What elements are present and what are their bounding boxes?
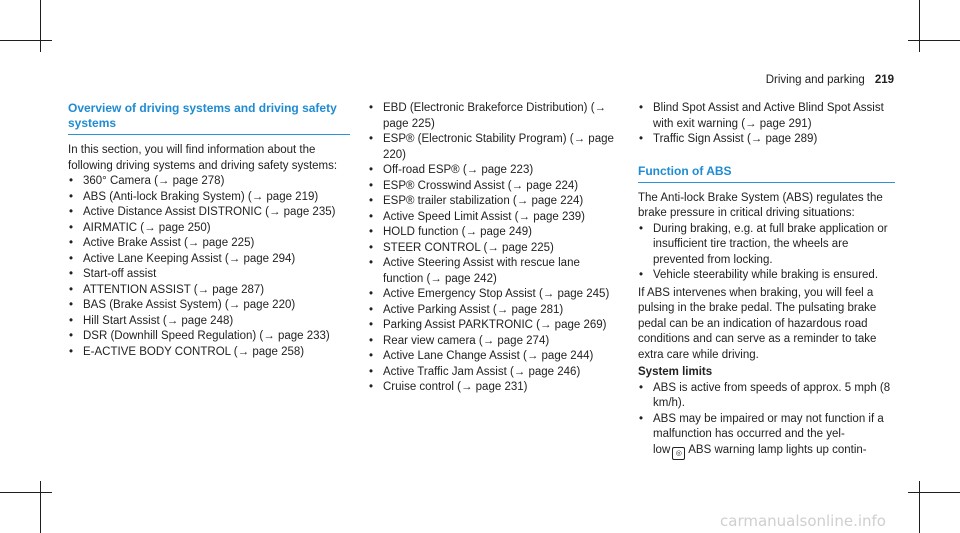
crop-mark xyxy=(0,40,52,41)
page-header xyxy=(766,74,894,86)
column-2 xyxy=(368,101,620,396)
list-item: • ESP® trailer stabilization (→ page 224) xyxy=(368,194,620,210)
driving-systems-list xyxy=(68,174,350,360)
crop-mark xyxy=(40,481,41,533)
abs-intervention-text: If ABS intervenes when braking, you will feel a pulsing in the brake pedal. The pulsating brake pedal can be an indication of hazardous road conditions and can serve as a reminder to take extra care while driving. xyxy=(638,286,877,361)
list-item: • Traffic Sign Assist (→ page 289) xyxy=(638,132,895,148)
list-item: • ATTENTION ASSIST (→ page 287) xyxy=(68,283,350,299)
list-item: • AIRMATIC (→ page 250) xyxy=(68,221,350,237)
list-item: • EBD (Electronic Brakeforce Distribution) (→ page 225) xyxy=(368,101,620,132)
list-item xyxy=(638,412,895,460)
list-item: • Blind Spot Assist and Active Blind Spot Assist with exit warning (→ page 291) xyxy=(638,101,895,132)
list-item: • Active Brake Assist (→ page 225) xyxy=(68,236,350,252)
list-item: • Hill Start Assist (→ page 248) xyxy=(68,314,350,330)
section-title: Driving and parking xyxy=(765,74,865,86)
crop-mark xyxy=(908,492,960,493)
list-item: • E-ACTIVE BODY CONTROL (→ page 258) xyxy=(68,345,350,361)
driving-systems-list-cont xyxy=(368,101,620,396)
list-item: • Active Parking Assist (→ page 281) xyxy=(368,303,620,319)
abs-warning-icon: ◎ xyxy=(672,447,685,460)
crop-mark xyxy=(40,0,41,52)
abs-function-list xyxy=(638,222,895,284)
list-item: • Off-road ESP® (→ page 223) xyxy=(368,163,620,179)
list-item: • Parking Assist PARKTRONIC (→ page 269) xyxy=(368,318,620,334)
list-item: • Active Traffic Jam Assist (→ page 246) xyxy=(368,365,620,381)
system-limits-heading: System limits xyxy=(638,366,713,378)
crop-mark xyxy=(919,0,920,52)
list-item: • ESP® Crosswind Assist (→ page 224) xyxy=(368,179,620,195)
crop-mark xyxy=(908,40,960,41)
system-limits-list xyxy=(638,381,895,460)
driving-systems-list-end xyxy=(638,101,895,148)
list-item: • ABS (Anti-lock Braking System) (→ page 219) xyxy=(68,190,350,206)
page-number: 219 xyxy=(874,74,894,86)
low-text: low xyxy=(653,443,671,456)
column-3 xyxy=(638,101,895,460)
list-item: • During braking, e.g. at full brake application or insufficient tire traction, the wheels are prevented from locking. xyxy=(638,222,895,269)
list-item: • Active Lane Change Assist (→ page 244) xyxy=(368,349,620,365)
list-item: • Active Emergency Stop Assist (→ page 245) xyxy=(368,287,620,303)
crop-mark xyxy=(919,481,920,533)
abs-lamp-text: ABS warning lamp lights up contin- xyxy=(688,443,867,456)
list-item: • Cruise control (→ page 231) xyxy=(368,380,620,396)
list-item: • Active Distance Assist DISTRONIC (→ page 235) xyxy=(68,205,350,221)
list-item: • Active Lane Keeping Assist (→ page 294) xyxy=(68,252,350,268)
list-item: • ESP® (Electronic Stability Program) (→ page 220) xyxy=(368,132,620,163)
list-item: • Vehicle steerability while braking is ensured. xyxy=(638,268,895,284)
list-item: • Start-off assist xyxy=(68,267,350,283)
list-item: • BAS (Brake Assist System) (→ page 220) xyxy=(68,298,350,314)
abs-function-heading: Function of ABS xyxy=(638,164,895,183)
list-item: • STEER CONTROL (→ page 225) xyxy=(368,241,620,257)
limit-text: ABS may be impaired or may not function if a malfunction has occurred and the yel- xyxy=(653,412,884,440)
list-item: • Active Speed Limit Assist (→ page 239) xyxy=(368,210,620,226)
watermark: carmanualsonline.info xyxy=(720,512,886,530)
abs-intro: The Anti-lock Brake System (ABS) regulates the brake pressure in critical driving situations: xyxy=(638,191,883,219)
list-item: • ABS is active from speeds of approx. 5 mph (8 km/h). xyxy=(638,381,895,412)
list-item: • 360° Camera (→ page 278) xyxy=(68,174,350,190)
list-item: • Rear view camera (→ page 274) xyxy=(368,334,620,350)
overview-heading: Overview of driving systems and driving safety systems xyxy=(68,101,350,135)
column-1 xyxy=(68,101,350,360)
list-item: • HOLD function (→ page 249) xyxy=(368,225,620,241)
list-item: • Active Steering Assist with rescue lane function (→ page 242) xyxy=(368,256,620,287)
crop-mark xyxy=(0,492,52,493)
list-item: • DSR (Downhill Speed Regulation) (→ page 233) xyxy=(68,329,350,345)
overview-intro: In this section, you will find information about the following driving systems and driving safety systems: xyxy=(68,144,338,172)
